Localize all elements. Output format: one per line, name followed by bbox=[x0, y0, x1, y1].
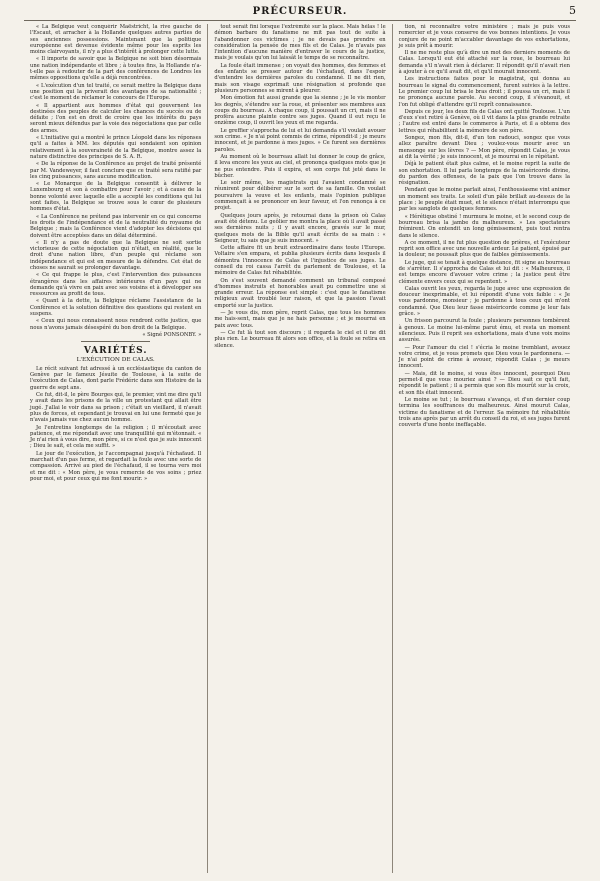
paragraph: Le juge, qui se tenait à quelque distance, fit signe au bourreau de s'arrêter. Il s'approcha de Calas et lui dit : « Malheureux, il est temps encore d'avouer votre crime ; la justice peut être clémente envers ceux qui se repentent. » bbox=[398, 259, 570, 285]
paragraph: Le soir même, les magistrats qui l'avaient condamné se réunirent pour délibérer sur le sort de sa famille. On voulait poursuivre la veuve et les enfants, mais l'opinion publique commençait à se prononcer en leur faveur, et l'on renonça à ce projet. bbox=[214, 180, 386, 212]
paragraph: Il ne me reste plus qu'à dire un mot des derniers moments de Calas. Lorsqu'il eut été attaché sur la roue, le bourreau lui demanda s'il n'avait rien à déclarer. Il répondit qu'il n'avait rien à ajouter à ce qu'il avait dit, et qu'il mourait innocent. bbox=[398, 50, 570, 76]
paragraph: Cette affaire fit un bruit extraordinaire dans toute l'Europe. Voltaire s'en empara, et publia plusieurs écrits dans lesquels il démontra l'innocence de Calas et l'injustice de ses juges. Le conseil du roi cassa l'arrêt du parlement de Toulouse, et la mémoire de Calas fut réhabilitée. bbox=[214, 245, 386, 277]
paragraph: Le jour de l'exécution, je l'accompagnai jusqu'à l'échafaud. Il marchait d'un pas ferme, et regardait la foule avec une sorte de compassion. Arrivé au pied de l'échafaud, il se tourna vers moi et me dit : « Mon père, je vous remercie de vos soins ; priez pour moi, et pour ceux qui me font mourir. » bbox=[30, 450, 202, 482]
paragraph: « L'exécution d'un tel traité, ce serait mettre la Belgique dans une position qui la priverait des avantages de sa nationalité ; c'est le moment de réclamer le concours de l'Europe. bbox=[30, 82, 202, 102]
paragraph: Au moment où le bourreau allait lui donner le coup de grâce, il leva encore les yeux au ciel, et prononça quelques mots que je ne pus entendre. Puis il expira, et son corps fut jeté dans le bûcher. bbox=[214, 153, 386, 179]
paragraph: « Quant à la dette, la Belgique réclame l'assistance de la Conférence et la solution définitive des questions qui restent en suspens. bbox=[30, 298, 202, 318]
paragraph: « L'initiative qui a montré le prince Léopold dans les réponses qu'il a faites à MM. les députés qui sondaient son opinion relativement à la souveraineté de la Belgique, montre assez la nature distinctive des principes de S. A. R. bbox=[30, 135, 202, 160]
paragraph: Le greffier s'approcha de lui et lui demanda s'il voulait avouer son crime. « Je n'ai point commis de crime, répondit-il ; je meurs innocent, et je pardonne à mes juges. » Ce furent ses dernières paroles. bbox=[214, 127, 386, 153]
paragraph: — Mais, dit le moine, si vous êtes innocent, pourquoi Dieu permet-il que vous mouriez ainsi ? — Dieu sait ce qu'il fait, répondit le patient ; il a permis que son fils mourût sur la croix, et son fils était innocent. bbox=[398, 370, 570, 396]
newspaper-title: PRÉCURSEUR. bbox=[252, 6, 348, 17]
paragraph: Quelques jours après, je retournai dans la prison où Calas avait été détenu. Le geôlier me montra la place où il avait passé ses dernières nuits ; il y avait encore, gravés sur le mur, quelques mots de la Bible qu'il avait écrits de sa main : « Seigneur, tu sais que je suis innocent. » bbox=[214, 212, 386, 244]
paragraph: — Ce fut là tout son discours ; il regarda le ciel et il ne dit plus rien. Le bourreau fit alors son office, et la foule se retira en silence. bbox=[214, 329, 386, 349]
paragraph: Le récit suivant fut adressé à un ecclésiastique du canton de Genève par le fameux Jésuite de Toulouse, à la suite de l'exécution de Calas, dont parle Frédéric dans son Histoire de la guerre de sept ans. bbox=[30, 365, 202, 391]
paragraph: Ce fut, dit-il, le père Bourges qui, le premier, vint me dire qu'il y avait dans les prisons de la ville un protestant qui allait être jugé. J'allai le voir dans sa prison ; c'était un vieillard, il n'avait plus de forces, et cependant je trouvai en lui une fermeté que je n'avais jamais vue chez aucun homme. bbox=[30, 392, 202, 424]
paragraph: « Ceux qui nous connaissent nous rendront cette justice, que nous n'avons jamais désespéré du bon droit de la Belgique. bbox=[30, 318, 202, 331]
paragraph: « La Conférence ne prétend pas intervenir en ce qui concerne les droits de l'indépendance et de la neutralité du royaume de Belgique ; mais la Conférence vient d'adopter les décisions qui doivent être acceptées dans un délai déterminé. bbox=[30, 213, 202, 239]
paragraph: « Il n'y a pas de doute que la Belgique ne soit sortie victorieuse de cette négociation qui n'était, en réalité, que le droit d'une nation libre, d'un peuple qui réclame son indépendance et qui est en mesure de la défendre. Cet état de choses ne saurait se prolonger davantage. bbox=[30, 239, 202, 271]
paragraph: Mon émotion fut aussi grande que la sienne ; je le vis monter les degrés, s'étendre sur la roue, et présenter ses membres aux coups du bourreau. A chaque coup, il poussait un cri, mais il ne proféra aucune plainte contre ses juges. Quand il eut reçu le onzième coup, il ouvrit les yeux et me regarda. bbox=[214, 95, 386, 127]
section-title: VARIÉTÉS. bbox=[83, 346, 148, 357]
signature: « Signé PONSONBY. » bbox=[142, 331, 202, 338]
section-subtitle: L'EXÉCUTION DE CALAS. bbox=[76, 356, 155, 363]
paragraph: « Il appartient aux hommes d'état qui gouvernent les destinées des peuples de calculer les chances du succès ou de défaite ; l'on est en droit de croire que les intérêts du pays seront mieux défendus par la voie des négociations que par celle des armes. bbox=[30, 102, 202, 134]
paragraph: Un frisson parcourut la foule ; plusieurs personnes tombèrent à genoux. Le moine lui-même parut ému, et resta un moment silencieux. Puis il reprit ses exhortations, mais d'une voix moins assurée. bbox=[398, 318, 570, 344]
paragraph: A ce moment, il ne fut plus question de prières, et l'exécuteur reprit son office avec une nouvelle ardeur. Le patient, épuisé par la douleur, ne poussait plus que de faibles gémissements. bbox=[398, 239, 570, 259]
masthead bbox=[24, 6, 576, 21]
paragraph: On s'est souvent demandé comment un tribunal composé d'hommes instruits et honorables avait pu commettre une si grande erreur. La réponse est simple : c'est que le fanatisme religieux avait troublé leur raison, et que la passion l'avait emporté sur la justice. bbox=[214, 277, 386, 309]
paragraph: Le moine se tut ; le bourreau s'avança, et d'un dernier coup termina les souffrances du malheureux. Ainsi mourut Calas, victime du fanatisme et de l'erreur. Sa mémoire fut réhabilitée trois ans après par un arrêt du conseil du roi, et ses juges furent couverts d'une honte ineffaçable. bbox=[398, 396, 570, 429]
divider bbox=[81, 341, 150, 342]
page-number: 5 bbox=[569, 4, 576, 17]
paragraph: La foule était immense ; on voyait des hommes, des femmes et des enfants se presser autour de l'échafaud, dans l'espoir d'entendre les dernières paroles du condamné. Il ne dit rien, mais son visage exprimait une résignation si profonde que plusieurs personnes se mirent à pleurer. bbox=[214, 62, 386, 94]
column-2 bbox=[207, 24, 391, 873]
paragraph: « Hérétique obstiné ! murmura le moine, et le second coup de bourreau brisa la jambe du malheureux. » Les spectateurs frémirent. On entendit un long gémissement, puis tout rentra dans le silence. bbox=[398, 213, 570, 239]
paragraph: Je l'entretins longtemps de la religion ; il m'écoutait avec patience, et me répondait avec une tranquillité qui m'étonnait. « Je n'ai rien à vous dire, mon père, si ce n'est que je suis innocent ; Dieu le sait, et cela me suffit. » bbox=[30, 424, 202, 450]
paragraph: « Ce qui frappe le plus, c'est l'intervention des puissances étrangères dans les affaires intérieures d'un pays qui ne demande qu'à vivre en paix avec ses voisins et à développer ses ressources au profit de tous. bbox=[30, 272, 202, 298]
paragraph: — Je vous dis, mon père, reprit Calas, que tous les hommes me hais-sent, mais que je ne hais personne ; et je mourrai en paix avec tous. bbox=[214, 310, 386, 329]
paragraph: Calas ouvrit les yeux, regarda le juge avec une expression de douceur inexprimable, et lui répondit d'une voix faible : « Je vous pardonne, monsieur ; je pardonne à tous ceux qui m'ont condamné. Que Dieu leur fasse miséricorde comme je leur fais grâce. » bbox=[398, 285, 570, 318]
column-3 bbox=[392, 24, 576, 873]
paragraph: Pendant que le moine parlait ainsi, l'enthousiasme vint animer un moment ses traits. Le soleil d'un pâle brillait au-dessus de la place ; le peuple était muet, et le silence n'était interrompu que par les sanglots de quelques femmes. bbox=[398, 187, 570, 213]
paragraph: Les instructions faites pour le magistrat, qui donna au bourreau le signal du commencement, furent suivies à la lettre. Le premier coup lui brisa le bras droit ; il poussa un cri, mais il ne prononça aucune parole. Au second coup, il s'évanouit, et l'on fut obligé d'attendre qu'il reprît connaissance. bbox=[398, 76, 570, 108]
paragraph: tout serait fini lorsque l'extrémité sur la place. Mais hélas ! le démon barbare du fanatisme ne mit pas tout de suite à l'abandonner ces victimes ; je ne devais pas prendre en considération la pensée de mes fils et de Calas. Je n'avais pas l'intention d'aucune manière d'entraver le cours de la justice, mais je voulais qu'on lui laissât le temps de se reconnaître. bbox=[214, 24, 386, 62]
paragraph: « Il importe de savoir que la Belgique ne soit bien désormais une nation indépendante et libre ; à toutes fins, la Hollande n'a-t-elle pas à redouter de la part des conférences de Londres les mêmes oppositions qu'elle a déjà rencontrées. bbox=[30, 56, 202, 82]
column-1 bbox=[24, 24, 207, 873]
paragraph: « La Belgique veut conquérir Maëstricht, la rive gauche de l'Escaut, et arracher à la Hollande quelques autres parties de ses anciennes possessions. Maintenant que la politique européenne est devenue évidente même pour les esprits les moins clairvoyants, il n'y a plus d'intérêt à prolonger cette lutte. bbox=[30, 24, 202, 56]
paragraph: « De la réponse de la Conférence au projet de traité présenté par M. Vandeweyer, il faut conclure que ce traité sera ratifié par les cinq puissances, sans aucune modification. bbox=[30, 161, 202, 180]
paragraph: Depuis ce jour, les deux fils de Calas ont quitté Toulouse. L'un d'eux s'est retiré à Genève, où il vit dans la plus grande retraite ; l'autre est entré dans le commerce à Paris, et il a obtenu des lettres qui réhabilitent la mémoire de son père. bbox=[398, 108, 570, 134]
paragraph: Déjà le patient était plus calme, et le moine reprit la suite de son exhortation. Il lui parla longtemps de la miséricorde divine, du pardon des offenses, de la paix que l'on trouve dans la résignation. bbox=[398, 161, 570, 187]
paragraph: tion, ni reconnaître votre ministère ; mais je puis vous remercier et je vous conserve de vos bonnes intentions. Je vous conjure de ne point m'accabler davantage de vos exhortations, je suis prêt à mourir. bbox=[398, 24, 570, 49]
paragraph: Songez, mon fils, dit-il, d'un ton radouci, songez que vous allez paraître devant Dieu ; voulez-vous mourir avec un mensonge sur les lèvres ? — Mon père, répondit Calas, je vous ai dit la vérité ; je suis innocent, et je mourrai en le répétant. bbox=[398, 135, 570, 160]
article-columns bbox=[24, 24, 576, 873]
paragraph: « Le Monarque de la Belgique consentit à délivrer le Luxembourg et son à combattre pour l'avoir ; et à cause de la bonne volonté avec laquelle elle a accepté les conditions qui lui sont faites, la Belgique se trouve sous le cœur de plusieurs hommes d'état. bbox=[30, 181, 202, 213]
paragraph: — Pour l'amour du ciel ! s'écria le moine tremblant, avouez votre crime, et je vous promets que Dieu vous le pardonnera. — Je n'ai point de crime à avouer, répondit Calas ; je meurs innocent. bbox=[398, 344, 570, 370]
